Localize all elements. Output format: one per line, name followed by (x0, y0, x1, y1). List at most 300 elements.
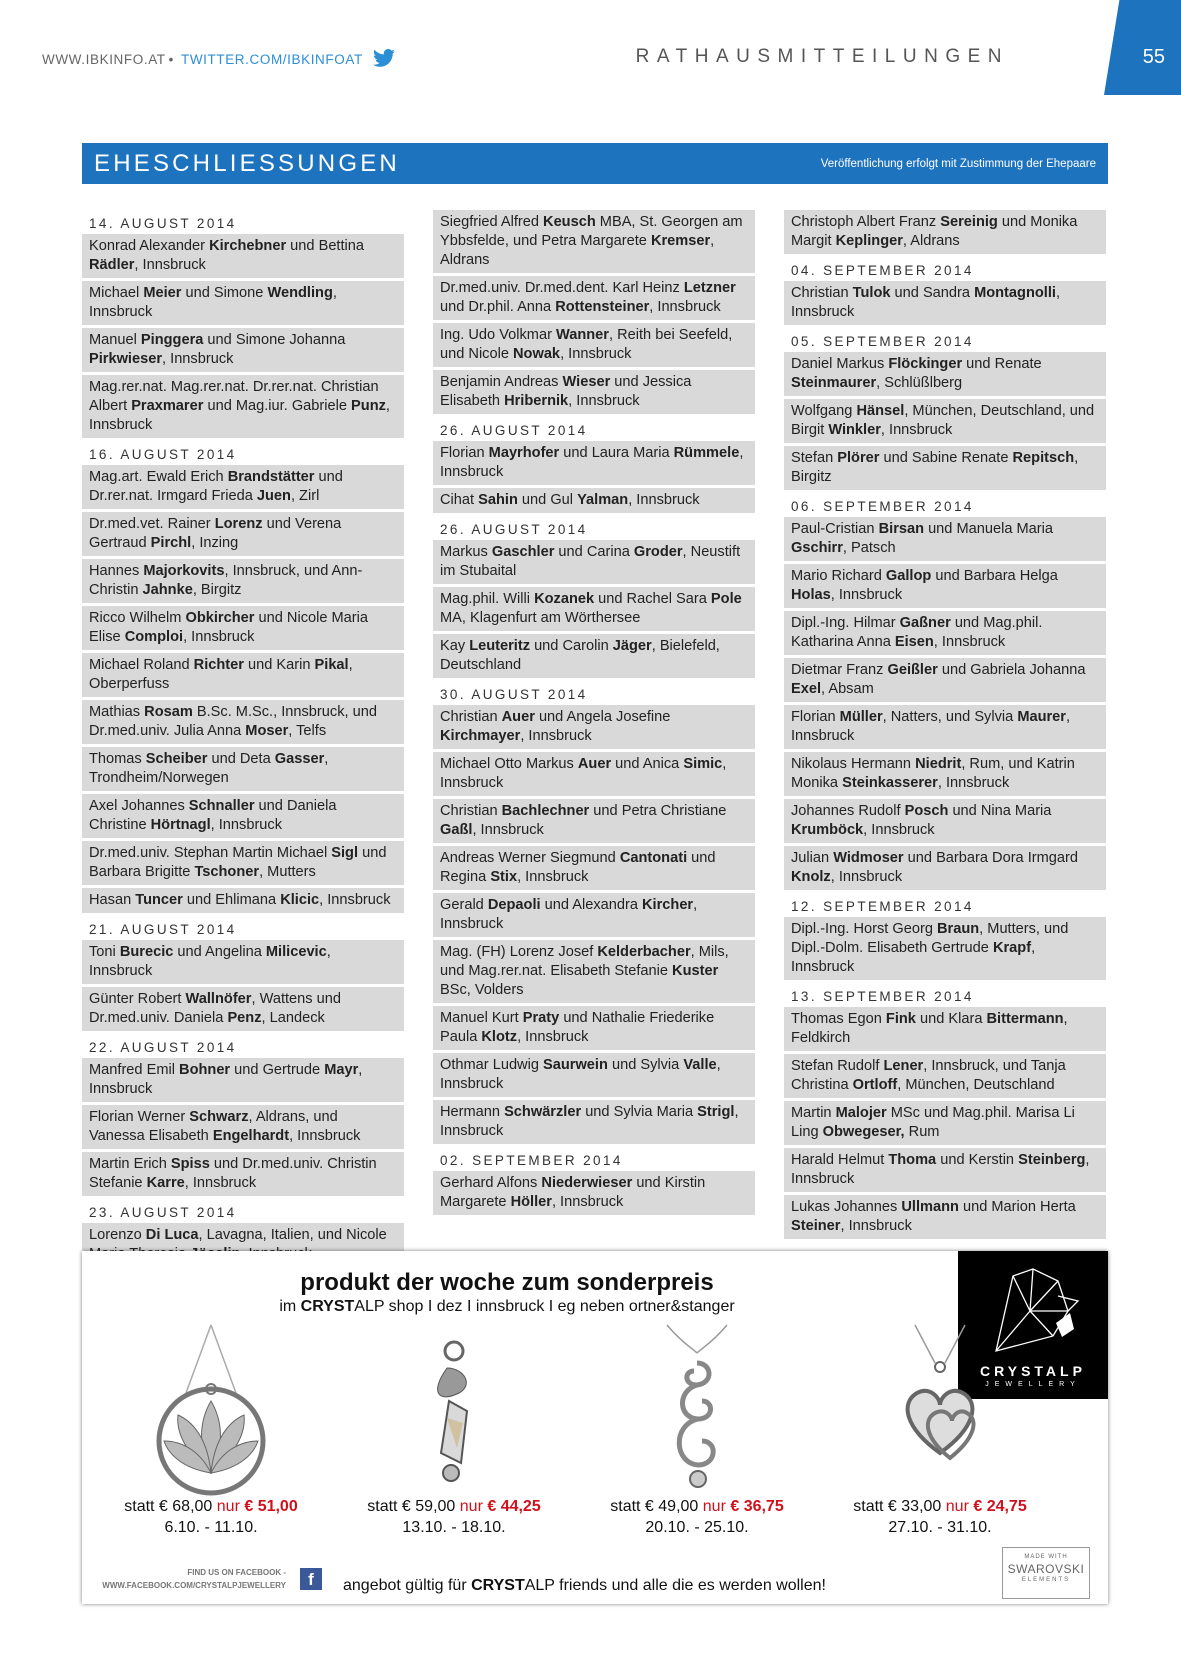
marriage-entry (433, 634, 755, 678)
surname: Steinkasserer (842, 775, 938, 791)
entry-text: , Innsbruck (840, 1218, 912, 1234)
entry-text: Florian (440, 445, 489, 461)
nur-label: nur (945, 1498, 969, 1515)
marriage-entry (82, 653, 404, 697)
surname: Di Luca (145, 1227, 199, 1243)
surname: Gschirr (791, 540, 843, 556)
surname: Birsan (878, 521, 925, 537)
entry-text: und Angelina (173, 944, 266, 960)
entry-text: , Birgitz (791, 450, 1079, 485)
entry-text: , Aldrans (440, 233, 715, 268)
surname: Plörer (837, 450, 880, 466)
marriage-entry (433, 276, 755, 320)
ad-subtitle (82, 1298, 932, 1316)
website-link[interactable]: WWW.IBKINFO.AT (42, 51, 166, 67)
surname: Juen (256, 488, 291, 504)
surname: Groder (633, 544, 683, 560)
entry-text: , Absam (821, 681, 874, 697)
surname: Hänsel (856, 403, 905, 419)
entry-text: , Innsbruck (791, 709, 1071, 744)
surname: Pikal (314, 657, 349, 673)
date-heading: 12. SEPTEMBER 2014 (791, 899, 974, 914)
entry-text: und Monika Margit (791, 214, 1078, 249)
surname: Steinmaurer (791, 375, 877, 391)
entry-text: und Manuela Maria (924, 521, 1054, 537)
date-heading: 16. AUGUST 2014 (89, 447, 237, 462)
entry-text: , München, Deutschland, und Birgit (791, 403, 1095, 438)
surname: Leuteritz (469, 638, 531, 654)
surname: Winkler (828, 422, 881, 438)
entry-text: BSc, Volders (440, 982, 524, 998)
surname: Depaoli (487, 897, 541, 913)
marriage-entry (82, 606, 404, 650)
entry-text: und Dr.med.univ. Christin Stefanie (89, 1156, 377, 1191)
surname: Jäger (612, 638, 652, 654)
entry-text: , Innsbruck (440, 445, 744, 480)
product-3[interactable] (577, 1323, 817, 1498)
entry-text: Gerald (440, 897, 488, 913)
surname: Auer (577, 756, 612, 772)
lotus-pendant-icon (126, 1323, 296, 1498)
marriage-entry (82, 234, 404, 278)
entry-text: Dietmar Franz (791, 662, 888, 678)
page-title: EHESCHLIESSUNGEN (94, 149, 400, 177)
surname: Holas (791, 587, 831, 603)
surname: Rädler (89, 257, 135, 273)
entry-text: und Renate (962, 356, 1042, 372)
surname: Karre (146, 1175, 185, 1191)
entry-text: Konrad Alexander (89, 238, 210, 254)
entry-text: Michael Otto Markus (440, 756, 578, 772)
entry-text: , Innsbruck (89, 944, 331, 979)
surname: Auer (501, 709, 535, 725)
entry-text: B.Sc. M.Sc., Innsbruck, und Dr.med.univ. Julia Anna (89, 704, 377, 739)
entry-text: Julian (791, 850, 834, 866)
surname: Pinggera (140, 332, 204, 348)
marriage-entry (784, 752, 1106, 796)
entry-text: , Neustift im Stubaital (440, 544, 741, 579)
logo-sub: JEWELLERY (985, 1381, 1081, 1388)
surname: Jahnke (142, 582, 193, 598)
entry-text: , Feldkirch (791, 1011, 1068, 1046)
entry-text: und Nathalie Friederike Paula (440, 1010, 715, 1045)
product-1[interactable] (91, 1323, 331, 1498)
marriage-entry (82, 747, 404, 791)
old-price: statt € 49,00 (610, 1498, 699, 1515)
surname: Gasser (274, 751, 325, 767)
marriage-entry (82, 700, 404, 744)
marriage-entry (82, 888, 404, 913)
surname: Hribernik (504, 393, 569, 409)
marriage-entry (82, 559, 404, 603)
surname: Kirchebner (209, 238, 287, 254)
surname: Schnaller (188, 798, 255, 814)
surname: Bittermann (986, 1011, 1064, 1027)
entry-text: Mag.rer.nat. Mag.rer.nat. Dr.rer.nat. Christian Albert (89, 379, 379, 414)
surname: Sereinig (940, 214, 998, 230)
entry-text: und Nina Maria (948, 803, 1052, 819)
entry-text: Hasan (89, 892, 136, 908)
entry-text: und Deta (207, 751, 275, 767)
entry-text: , Innsbruck (319, 892, 391, 908)
entry-text: und Mag.phil. Katharina Anna (791, 615, 1043, 650)
footer-brand-rest: ALP (524, 1577, 555, 1594)
nur-label: nur (702, 1498, 726, 1515)
entry-text: , Mutters (259, 864, 316, 880)
column-2 (433, 210, 755, 1218)
marriage-entry (433, 1053, 755, 1097)
entry-text: und Karin (243, 657, 315, 673)
surname: Wieser (562, 374, 611, 390)
surname: Tschoner (194, 864, 260, 880)
entry-text: und Dr.phil. Anna (440, 299, 556, 315)
surname: Fink (885, 1011, 916, 1027)
advertisement[interactable] (82, 1251, 1108, 1604)
entry-text: und Rachel Sara (594, 591, 711, 607)
marriage-entry (784, 917, 1106, 980)
ad-subtitle-brand-rest: ALP (354, 1298, 385, 1315)
entry-text: , Lavagna, Italien, und Nicole (198, 1227, 387, 1243)
entry-text: , Innsbruck (89, 1062, 363, 1097)
surname: Pirkwieser (89, 351, 163, 367)
entry-text: Michael (89, 285, 144, 301)
entry-text: und Petra Christiane (589, 803, 727, 819)
marriage-entry (784, 1101, 1106, 1145)
entry-text: Daniel Markus (791, 356, 889, 372)
surname: Pirchl (150, 535, 192, 551)
footer-brand-bold: CRYST (471, 1577, 525, 1594)
surname: Moser (245, 723, 289, 739)
entry-text: , München, Deutschland (897, 1077, 1055, 1093)
entry-text: und Sabine Renate (879, 450, 1013, 466)
date-heading: 22. AUGUST 2014 (89, 1040, 237, 1055)
product-4[interactable] (820, 1323, 1060, 1498)
surname: Höller (510, 1194, 552, 1210)
date-heading: 13. SEPTEMBER 2014 (791, 989, 974, 1004)
entry-text: und Bettina (286, 238, 365, 254)
entry-text: , Innsbruck (560, 346, 632, 362)
surname: Montagnolli (974, 285, 1056, 301)
section-title: RATHAUSMITTEILUNGEN (635, 46, 1009, 67)
entry-text: , Innsbruck, und Tanja Christina (791, 1058, 1066, 1093)
header-links (42, 49, 397, 69)
entry-text: , Innsbruck (830, 587, 903, 603)
entry-text: und Regina (440, 850, 716, 885)
entry-text: Siegfried Alfred (440, 214, 544, 230)
surname: Wallnöfer (185, 991, 252, 1007)
surname: Penz (227, 1010, 262, 1026)
entry-text: Lorenzo (89, 1227, 146, 1243)
entry-text: MBA, St. Georgen am Ybbsfelde, und Petra Margarete (440, 214, 743, 249)
facebook-link[interactable] (92, 1564, 324, 1594)
surname: Klotz (481, 1029, 518, 1045)
surname: Engelhardt (212, 1128, 290, 1144)
entry-text: Dipl.-Ing. Hilmar (791, 615, 900, 631)
surname: Steiner (791, 1218, 841, 1234)
marriage-entry (433, 846, 755, 890)
entry-text: , Innsbruck (517, 869, 589, 885)
entry-text: , Schlüßlberg (876, 375, 963, 391)
entry-text: , Patsch (842, 540, 896, 556)
entry-text: Mario Richard (791, 568, 886, 584)
price-2 (334, 1498, 574, 1516)
product-2[interactable] (334, 1323, 574, 1498)
surname: Ortloff (852, 1077, 898, 1093)
surname: Niederwieser (541, 1175, 633, 1191)
entry-text: Thomas Egon (791, 1011, 886, 1027)
marriage-entry (82, 281, 404, 325)
marriage-entry (784, 846, 1106, 890)
marriage-entry (784, 399, 1106, 443)
entry-text: Dr.med.vet. Rainer (89, 516, 215, 532)
date-heading: 30. AUGUST 2014 (440, 687, 588, 702)
consent-note: Veröffentlichung erfolgt mit Zustimmung der Ehepaare (820, 157, 1096, 170)
surname: Müller (839, 709, 883, 725)
entry-text: , Innsbruck (520, 728, 592, 744)
entry-text: , Zirl (290, 488, 320, 504)
entry-text: Ing. Udo Volkmar (440, 327, 556, 343)
entry-text: Christoph Albert Franz (791, 214, 941, 230)
footer-prefix: angebot gültig für (343, 1577, 472, 1594)
marriage-entry (433, 799, 755, 843)
entry-text: Harald Helmut (791, 1152, 889, 1168)
marriage-entry (784, 281, 1106, 325)
entry-text: , Birgitz (192, 582, 242, 598)
entry-text: , Innsbruck (440, 1057, 721, 1092)
surname: Simic (683, 756, 723, 772)
new-price: € 44,25 (487, 1498, 541, 1515)
surname: Sigl (331, 845, 359, 861)
surname: Kremser (650, 233, 711, 249)
old-price: statt € 59,00 (367, 1498, 456, 1515)
marriage-entry (433, 940, 755, 1003)
entry-text: , Aldrans (902, 233, 960, 249)
surname: Yalman (577, 492, 629, 508)
entry-text: Florian (791, 709, 840, 725)
twitter-link[interactable]: TWITTER.COM/IBKINFOAT (180, 51, 363, 67)
marriage-entry (433, 210, 755, 273)
entry-text: Dipl.-Ing. Horst Georg (791, 921, 937, 937)
facebook-line-2: WWW.FACEBOOK.COM/CRYSTALPJEWELLERY (102, 1581, 286, 1590)
entry-text: , Telfs (288, 723, 327, 739)
surname: Gaschler (491, 544, 555, 560)
entry-text: Kay (440, 638, 470, 654)
marriage-entry (784, 210, 1106, 254)
surname: Tuncer (135, 892, 183, 908)
entry-text: Benjamin Andreas (440, 374, 563, 390)
ad-footer (343, 1577, 826, 1595)
spiral-pendant-icon (612, 1323, 782, 1498)
entry-text: , Aldrans, und Vanessa Elisabeth (89, 1109, 338, 1144)
entry-text: , Innsbruck (440, 897, 698, 932)
footer-suffix: friends und alle die es werden wollen! (554, 1577, 826, 1594)
surname: Krapf (992, 940, 1032, 956)
entry-text: und Gabriela Johanna (937, 662, 1086, 678)
surname: Praxmarer (131, 398, 204, 414)
entry-text: Toni (89, 944, 120, 960)
entry-text: , Innsbruck (880, 422, 953, 438)
entry-text: , Innsbruck (89, 398, 390, 433)
marriage-entry (784, 1148, 1106, 1192)
entry-text: , Mutters, und Dipl.-Dolm. Elisabeth Gertrude (791, 921, 1069, 956)
surname: Praty (522, 1010, 560, 1026)
entry-text: und Gul (517, 492, 578, 508)
entry-text: Hannes (89, 563, 144, 579)
marriage-entry (82, 794, 404, 838)
entry-text: Christian (791, 285, 853, 301)
nur-label: nur (459, 1498, 483, 1515)
surname: Kirchmayer (440, 728, 521, 744)
surname: Posch (904, 803, 949, 819)
entry-text: und Dr.rer.nat. Irmgard Frieda (89, 469, 343, 504)
entry-text: Mag. (FH) Lorenz Josef (440, 944, 598, 960)
surname: Gaßl (440, 822, 473, 838)
nur-label: nur (216, 1498, 240, 1515)
ad-subtitle-brand-bold: CRYST (300, 1298, 355, 1315)
surname: Kozanek (534, 591, 595, 607)
marriage-entry (433, 1100, 755, 1144)
marriage-entry (82, 940, 404, 984)
entry-text: und Anica (611, 756, 684, 772)
entry-text: und Kirstin Margarete (440, 1175, 706, 1210)
facebook-icon[interactable]: f (300, 1568, 322, 1590)
entry-text: , Innsbruck (937, 775, 1010, 791)
entry-text: , Innsbruck (184, 1175, 257, 1191)
swarovski-badge (1002, 1547, 1090, 1599)
date-heading: 05. SEPTEMBER 2014 (791, 334, 974, 349)
entry-text: , Innsbruck (289, 1128, 361, 1144)
surname: Eisen (894, 634, 934, 650)
entry-text: , Innsbruck (551, 1194, 624, 1210)
surname: Meier (143, 285, 182, 301)
entry-text: und Alexandra (540, 897, 643, 913)
marriage-entry (433, 441, 755, 485)
surname: Bohner (179, 1062, 231, 1078)
entry-text: , Innsbruck (791, 285, 1060, 320)
surname: Stix (490, 869, 518, 885)
entry-text: und Simone (181, 285, 268, 301)
surname: Maurer (1017, 709, 1066, 725)
entry-text: Othmar Ludwig (440, 1057, 544, 1073)
entry-text: Christian (440, 803, 502, 819)
new-price: € 51,00 (244, 1498, 298, 1515)
surname: Mayr (324, 1062, 359, 1078)
marriage-entry (433, 587, 755, 631)
surname: Pole (710, 591, 742, 607)
entry-text: Michael Roland (89, 657, 194, 673)
entry-text: und Marion Herta (958, 1199, 1076, 1215)
surname: Comploi (124, 629, 184, 645)
marriage-entry (784, 611, 1106, 655)
swarovski-bottom: ELEMENTS (1021, 1577, 1071, 1583)
entry-text: und Sandra (890, 285, 975, 301)
entry-text: , Natters, und Sylvia (882, 709, 1018, 725)
marriage-entry (784, 1195, 1106, 1239)
entry-text: , Innsbruck (649, 299, 721, 315)
entry-text: Thomas (89, 751, 146, 767)
surname: Kelderbacher (597, 944, 691, 960)
column-3 (784, 210, 1106, 1242)
surname: Kircher (642, 897, 694, 913)
surname: Strigl (697, 1104, 735, 1120)
surname: Spiss (170, 1156, 210, 1172)
surname: Scheiber (145, 751, 208, 767)
marriage-entry (82, 465, 404, 509)
entry-text: , Mils, und Mag.rer.nat. Elisabeth Stefanie (440, 944, 729, 979)
entry-text: Florian Werner (89, 1109, 190, 1125)
entry-text: , Innsbruck (933, 634, 1006, 650)
surname: Tulok (852, 285, 891, 301)
entry-text: , Innsbruck (472, 822, 544, 838)
surname: Braun (937, 921, 980, 937)
entry-text: , Innsbruck (89, 285, 337, 320)
date-heading: 02. SEPTEMBER 2014 (440, 1153, 623, 1168)
surname: Letzner (683, 280, 736, 296)
facebook-line-1: FIND US ON FACEBOOK - (187, 1568, 286, 1577)
entry-text: , Oberperfuss (89, 657, 353, 692)
surname: Rümmele (673, 445, 740, 461)
entry-text: und Barbara Dora Irmgard (903, 850, 1079, 866)
entry-text: Ricco Wilhelm (89, 610, 186, 626)
marriage-entry (433, 752, 755, 796)
entry-text: und Simone Johanna (203, 332, 346, 348)
marriage-entry (82, 375, 404, 438)
surname: Repitsch (1012, 450, 1075, 466)
entry-text: , Innsbruck (568, 393, 640, 409)
entry-text: Manfred Emil (89, 1062, 180, 1078)
surname: Thoma (888, 1152, 937, 1168)
twitter-bird-icon[interactable] (371, 49, 397, 69)
marriage-entry (82, 512, 404, 556)
surname: Obwegeser, (822, 1124, 905, 1140)
date-heading: 26. AUGUST 2014 (440, 423, 588, 438)
entry-text: , Rum, und Katrin Monika (791, 756, 1075, 791)
entry-text: Mag.art. Ewald Erich (89, 469, 228, 485)
entry-text: , Innsbruck (791, 1152, 1090, 1187)
surname: Gallop (885, 568, 932, 584)
entry-text: , Innsbruck (791, 940, 1036, 975)
marriage-entry (784, 1007, 1106, 1051)
title-bar (82, 143, 1108, 184)
entry-text: , Trondheim/Norwegen (89, 751, 329, 786)
surname: Richter (193, 657, 244, 673)
separator: • (168, 51, 174, 67)
entry-text: und Gertrude (230, 1062, 325, 1078)
marriage-entry (433, 893, 755, 937)
surname: Klicic (280, 892, 320, 908)
surname: Ullmann (901, 1199, 959, 1215)
surname: Saurwein (543, 1057, 608, 1073)
surname: Wanner (556, 327, 609, 343)
offer-dates-4: 27.10. - 31.10. (888, 1519, 992, 1536)
entry-text: , Reith bei Seefeld, und Nicole (440, 327, 733, 362)
entry-text: Lukas Johannes (791, 1199, 902, 1215)
entry-text: und Barbara Brigitte (89, 845, 387, 880)
surname: Schwärzler (504, 1104, 582, 1120)
entry-text: Rum (904, 1124, 940, 1140)
page-number: 55 (1142, 46, 1165, 68)
swarovski-name: SWAROVSKI (1007, 1562, 1085, 1576)
entry-text: Dr.med.univ. Dr.med.dent. Karl Heinz (440, 280, 684, 296)
entry-text: und Klara (915, 1011, 987, 1027)
surname: Malojer (835, 1105, 887, 1121)
entry-text: , Innsbruck, und Ann-Christin (89, 563, 363, 598)
ad-subtitle-prefix: im (279, 1298, 301, 1315)
entry-text: , Bielefeld, Deutschland (440, 638, 720, 673)
offer-dates-3: 20.10. - 25.10. (645, 1519, 749, 1536)
entry-text: , Landeck (261, 1010, 325, 1026)
entry-text: Christian (440, 709, 502, 725)
